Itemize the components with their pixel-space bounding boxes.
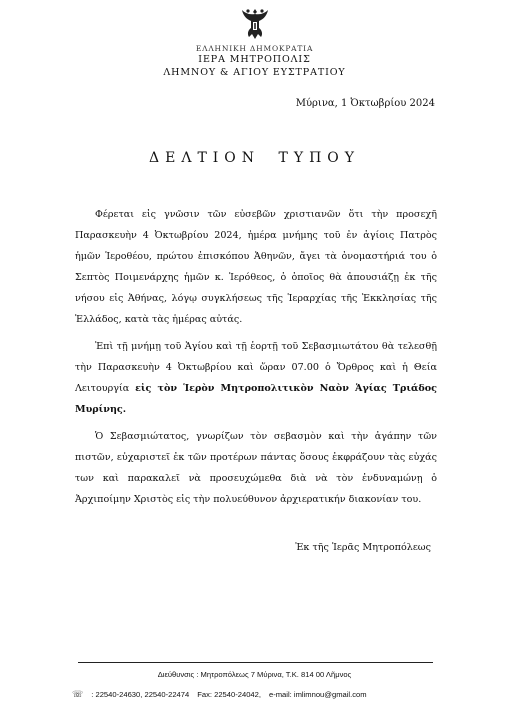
- document-date: Μύρινα, 1 Ὀκτωβρίου 2024: [295, 98, 435, 109]
- paragraph-2: [75, 336, 437, 420]
- header-metropolis-region: ΛΗΜΝΟΥ & ΑΓΙΟΥ ΕΥΣΤΡΑΤΙΟΥ: [163, 67, 346, 78]
- footer-phones: : 22540-24630, 22540-22474: [91, 690, 190, 699]
- document-title: ΔΕΛΤΙΟΝ ΤΥΠΟΥ: [149, 150, 360, 166]
- footer-address: Διεύθυνσις : Μητροπόλεως 7 Μύρινα, Τ.Κ. 814 00 Λῆμνος: [157, 670, 352, 679]
- telephone-icon: ☏: [72, 689, 84, 699]
- document-body: [75, 204, 437, 516]
- paragraph-3: Ὁ Σεβασμιώτατος, γνωρίζων τὸν σεβασμὸν καὶ τὴν ἀγάπην τῶν πιστῶν, εὐχαριστεῖ ἐκ τῶν προτέρων πάντας ὅσους ἐκφράζουν τὰς εὐχάς των καὶ παρακαλεῖ νὰ προσευχώμεθα διὰ νὰ τὸν ἐνδυναμώνῃ ὁ Ἀρχιποίμην Χριστὸς εἰς τὴν πολυεύθυνον ἀρχιερατικήν διακονίαν του.: [75, 431, 437, 505]
- double-headed-eagle-icon: [238, 6, 272, 42]
- signature: Ἐκ τῆς Ἱερᾶς Μητροπόλεως: [295, 542, 431, 553]
- footer-contacts: [72, 689, 375, 700]
- paragraph-2-text: Ἐπὶ τῇ μνήμῃ τοῦ Ἁγίου καὶ τῇ ἑορτῇ τοῦ Σεβασμιωτάτου θὰ τελεσθῇ τὴν Παρασκευὴν 4 Ὀκτωβρίου καὶ ὥραν 07.00 ὁ Ὄρθρος καὶ ἡ Θεία Λειτουργία: [75, 341, 437, 394]
- footer-fax: Fax: 22540-24042,: [197, 690, 261, 699]
- header-state-name: ΕΛΛΗΝΙΚΗ ΔΗΜΟΚΡΑΤΙΑ: [195, 44, 314, 53]
- paragraph-1: Φέρεται εἰς γνῶσιν τῶν εὐσεβῶν χριστιανῶν ὅτι τὴν προσεχῆ Παρασκευὴν 4 Ὀκτωβρίου 2024, ἡμέρα μνήμης τοῦ ἐν ἁγίοις Πατρὸς ἡμῶν Ἱεροθέου, πρώτου ἐπισκόπου Ἀθηνῶν, ἄγει τὰ ὀνομαστήριά του ὁ Σεπτὸς Ποιμενάρχης ἡμῶν κ. Ἱερόθεος, ὁ ὁποῖος θὰ ἀπουσιάζῃ ἐκ τῆς νήσου εἰς Ἀθήνας, λόγῳ συγκλήσεως τῆς Ἱεραρχίας τῆς Ἐκκλησίας τῆς Ἑλλάδος, κατὰ τὰς ἡμέρας αὐτάς.: [75, 209, 437, 325]
- header-metropolis-name: ΙΕΡΑ ΜΗΤΡΟΠΟΛΙΣ: [198, 54, 311, 65]
- footer-divider: [78, 662, 433, 663]
- paragraph-2-bold-location: εἰς τὸν Ἱερὸν Μητροπολιτικὸν Ναὸν Ἁγίας Τριάδος Μυρίνης.: [75, 383, 437, 415]
- footer-email[interactable]: e-mail: imlimnou@gmail.com: [268, 690, 367, 699]
